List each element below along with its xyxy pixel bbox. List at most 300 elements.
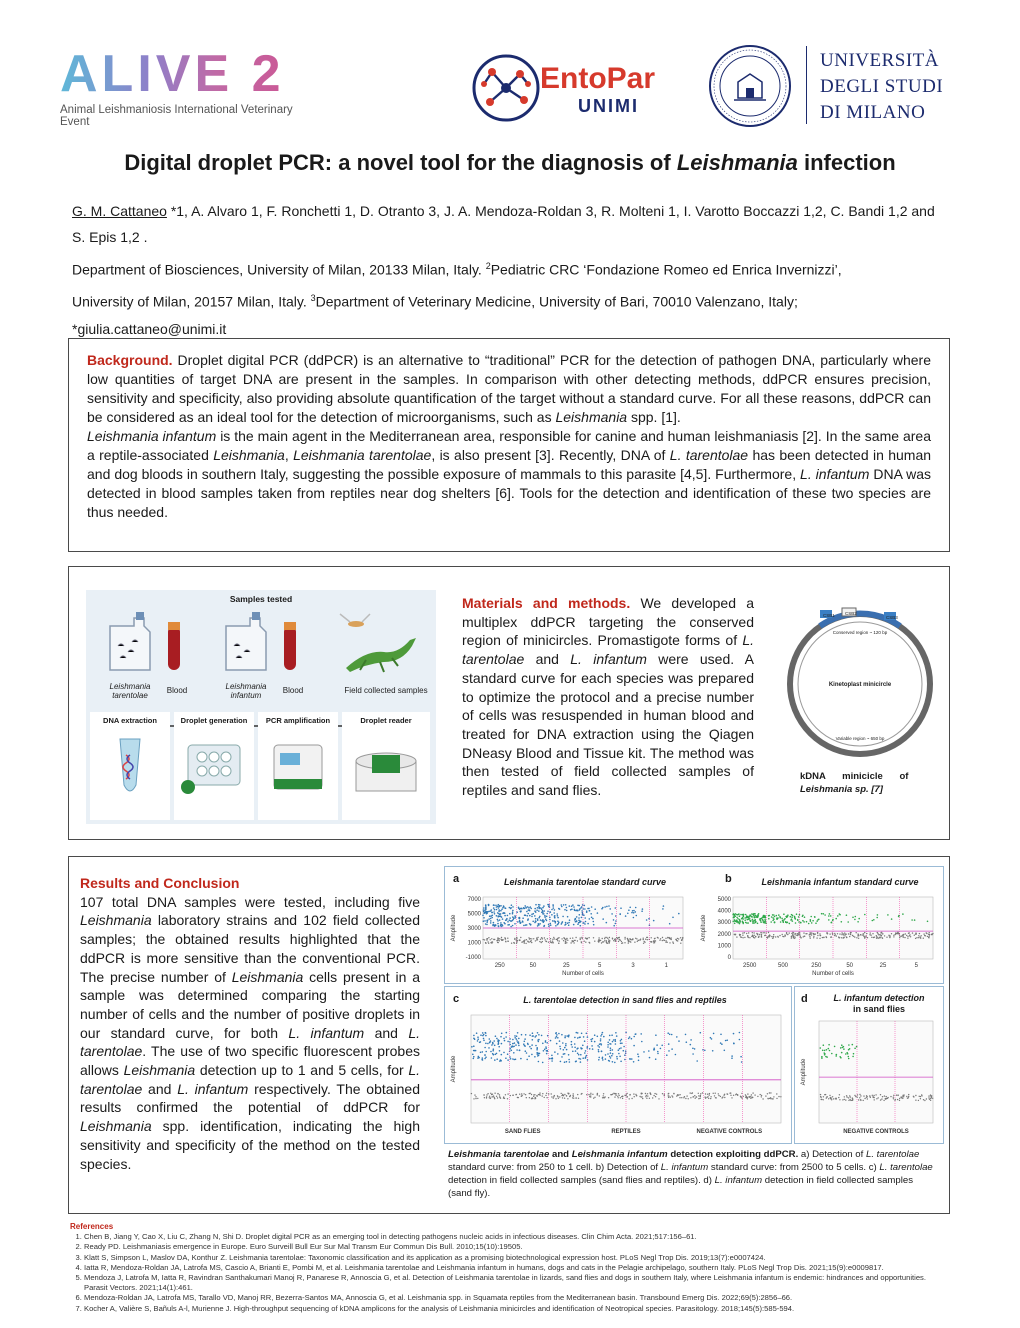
negative-droplet	[632, 939, 633, 940]
positive-droplet	[511, 904, 513, 906]
negative-droplet	[519, 1094, 520, 1095]
positive-droplet	[625, 1052, 627, 1054]
negative-droplet	[726, 1093, 727, 1094]
negative-droplet	[598, 937, 599, 938]
negative-droplet	[677, 938, 678, 939]
positive-droplet	[731, 1057, 733, 1059]
positive-droplet	[485, 1032, 487, 1034]
header-divider	[806, 46, 807, 124]
positive-droplet	[534, 908, 536, 910]
panel-a-title: Leishmania tarentolae standard curve	[503, 877, 667, 887]
negative-droplet	[554, 938, 555, 939]
negative-droplet	[612, 938, 613, 939]
rc-i8: Leishmania	[80, 1118, 152, 1135]
positive-droplet	[608, 905, 610, 907]
negative-droplet	[849, 1095, 850, 1096]
positive-droplet	[613, 919, 615, 921]
positive-droplet	[798, 916, 800, 918]
negative-droplet	[849, 936, 850, 937]
minicircle-caption-2: Leishmania sp. [7]	[800, 784, 883, 795]
negative-droplet	[662, 940, 663, 941]
negative-droplet	[765, 932, 766, 933]
positive-droplet	[848, 1058, 850, 1060]
negative-droplet	[567, 1093, 568, 1094]
positive-droplet	[505, 908, 507, 910]
negative-droplet	[872, 1096, 873, 1097]
positive-droplet	[511, 1045, 513, 1047]
results-figure-d	[794, 986, 944, 1144]
negative-droplet	[631, 939, 632, 940]
negative-droplet	[848, 1097, 849, 1098]
positive-droplet	[568, 1036, 570, 1038]
positive-droplet	[482, 1057, 484, 1059]
negative-droplet	[653, 942, 654, 943]
positive-droplet	[552, 920, 554, 922]
negative-droplet	[573, 1093, 574, 1094]
negative-droplet	[669, 937, 670, 938]
y-tick-label: 1000	[467, 940, 481, 947]
positive-droplet	[864, 914, 866, 916]
x-tick-label: 25	[879, 963, 887, 969]
negative-droplet	[833, 1098, 834, 1099]
negative-droplet	[564, 1094, 565, 1095]
molecule-icon	[470, 50, 542, 126]
positive-droplet	[598, 1057, 600, 1059]
negative-droplet	[489, 1096, 490, 1097]
negative-droplet	[667, 937, 668, 938]
negative-droplet	[780, 1096, 781, 1097]
negative-droplet	[878, 1097, 879, 1098]
positive-droplet	[546, 920, 548, 922]
negative-droplet	[510, 1095, 511, 1096]
cap-r4: detection in field collected samples (sand flies and reptiles). d)	[448, 1175, 715, 1186]
positive-droplet	[551, 909, 553, 911]
negative-droplet	[588, 937, 589, 938]
results-figure-c	[444, 986, 792, 1144]
positive-droplet	[696, 1060, 698, 1062]
positive-droplet	[542, 1062, 544, 1064]
negative-droplet	[505, 938, 506, 939]
negative-droplet	[826, 933, 827, 934]
cap-r3: standard curve: from 2500 to 5 cells. c)	[708, 1162, 880, 1173]
panel-a-label: a	[453, 873, 460, 885]
positive-droplet	[581, 1033, 583, 1035]
negative-droplet	[758, 937, 759, 938]
negative-droplet	[484, 939, 485, 940]
positive-droplet	[547, 911, 549, 913]
positive-droplet	[507, 924, 509, 926]
negative-droplet	[618, 941, 619, 942]
positive-droplet	[513, 1052, 515, 1054]
positive-droplet	[653, 920, 655, 922]
positive-droplet	[546, 913, 548, 915]
negative-droplet	[499, 940, 500, 941]
positive-droplet	[547, 1035, 549, 1037]
negative-droplet	[754, 935, 755, 936]
negative-droplet	[928, 937, 929, 938]
positive-droplet	[495, 905, 497, 907]
positive-droplet	[540, 907, 542, 909]
negative-droplet	[559, 1096, 560, 1097]
negative-droplet	[929, 932, 930, 933]
positive-droplet	[751, 916, 753, 918]
positive-droplet	[690, 1044, 692, 1046]
background-italic-1: Leishmania	[555, 409, 628, 425]
positive-droplet	[473, 1045, 475, 1047]
negative-droplet	[893, 1097, 894, 1098]
positive-droplet	[852, 917, 854, 919]
positive-droplet	[858, 918, 860, 920]
negative-droplet	[504, 1098, 505, 1099]
positive-droplet	[616, 1058, 618, 1060]
minicircle-center-label: Kinetoplast minicircle	[828, 682, 892, 688]
positive-droplet	[483, 909, 485, 911]
cap-b2: and	[549, 1149, 572, 1160]
positive-droplet	[776, 918, 778, 920]
negative-droplet	[890, 935, 891, 936]
positive-droplet	[742, 921, 744, 923]
positive-droplet	[620, 1061, 622, 1063]
positive-droplet	[601, 1034, 603, 1036]
positive-droplet	[656, 1044, 658, 1046]
csb3-label: CSB3	[886, 615, 898, 620]
negative-droplet	[858, 938, 859, 939]
negative-droplet	[756, 933, 757, 934]
negative-droplet	[565, 941, 566, 942]
panel-b-plot	[699, 891, 939, 981]
negative-droplet	[592, 1094, 593, 1095]
positive-droplet	[752, 919, 754, 921]
positive-droplet	[676, 1036, 678, 1038]
positive-droplet	[739, 919, 741, 921]
negative-droplet	[767, 1093, 768, 1094]
positive-droplet	[802, 915, 804, 917]
positive-droplet	[537, 907, 539, 909]
negative-droplet	[923, 933, 924, 934]
positive-droplet	[486, 913, 488, 915]
negative-droplet	[603, 1095, 604, 1096]
positive-droplet	[535, 918, 537, 920]
positive-droplet	[509, 1056, 511, 1058]
positive-droplet	[569, 905, 571, 907]
negative-droplet	[907, 936, 908, 937]
negative-droplet	[621, 943, 622, 944]
positive-droplet	[606, 906, 608, 908]
negative-droplet	[652, 1097, 653, 1098]
positive-droplet	[526, 1052, 528, 1054]
positive-droplet	[842, 1047, 844, 1049]
negative-droplet	[882, 1096, 883, 1097]
negative-droplet	[886, 937, 887, 938]
positive-droplet	[536, 1049, 538, 1051]
positive-droplet	[513, 917, 515, 919]
positive-droplet	[558, 908, 560, 910]
positive-droplet	[514, 1059, 516, 1061]
positive-droplet	[524, 914, 526, 916]
positive-droplet	[573, 906, 575, 908]
positive-droplet	[485, 923, 487, 925]
negative-droplet	[686, 1095, 687, 1096]
negative-droplet	[831, 937, 832, 938]
positive-droplet	[823, 1044, 825, 1046]
negative-droplet	[539, 1094, 540, 1095]
positive-droplet	[613, 1039, 615, 1041]
negative-droplet	[776, 1098, 777, 1099]
positive-droplet	[524, 1045, 526, 1047]
positive-droplet	[669, 1034, 671, 1036]
positive-droplet	[815, 922, 817, 924]
positive-droplet	[554, 915, 556, 917]
group-label: SAND FLIES	[504, 1129, 541, 1135]
positive-droplet	[550, 911, 552, 913]
negative-droplet	[558, 1098, 559, 1099]
positive-droplet	[556, 1036, 558, 1038]
positive-droplet	[770, 921, 772, 923]
positive-droplet	[546, 916, 548, 918]
negative-droplet	[489, 1097, 490, 1098]
negative-droplet	[731, 1097, 732, 1098]
negative-droplet	[768, 932, 769, 933]
positive-droplet	[487, 1043, 489, 1045]
positive-droplet	[600, 1038, 602, 1040]
positive-droplet	[537, 1055, 539, 1057]
positive-droplet	[503, 1052, 505, 1054]
positive-droplet	[483, 907, 485, 909]
negative-droplet	[604, 938, 605, 939]
rc-t7: and	[142, 1080, 178, 1097]
negative-droplet	[879, 937, 880, 938]
positive-droplet	[535, 1045, 537, 1047]
positive-droplet	[564, 909, 566, 911]
positive-droplet	[525, 1050, 527, 1052]
negative-droplet	[537, 937, 538, 938]
positive-droplet	[493, 911, 495, 913]
rc-t3: cells present in a sample was determined comparing the starting number of cells and the number of positive droplets in our standard curve, for both	[80, 968, 420, 1041]
negative-droplet	[907, 938, 908, 939]
positive-droplet	[593, 924, 595, 926]
negative-droplet	[694, 1095, 695, 1096]
positive-droplet	[484, 909, 486, 911]
negative-droplet	[817, 935, 818, 936]
negative-droplet	[765, 1095, 766, 1096]
negative-droplet	[681, 940, 682, 941]
positive-droplet	[509, 1044, 511, 1046]
negative-droplet	[865, 935, 866, 936]
positive-droplet	[737, 914, 739, 916]
negative-droplet	[761, 934, 762, 935]
positive-droplet	[610, 1043, 612, 1045]
negative-droplet	[769, 1092, 770, 1093]
positive-droplet	[818, 919, 820, 921]
positive-droplet	[498, 911, 500, 913]
positive-droplet	[635, 1033, 637, 1035]
positive-droplet	[641, 1041, 643, 1043]
negative-droplet	[662, 1093, 663, 1094]
positive-droplet	[550, 923, 552, 925]
positive-droplet	[549, 917, 551, 919]
positive-droplet	[571, 1044, 573, 1046]
positive-droplet	[704, 1050, 706, 1052]
negative-droplet	[881, 935, 882, 936]
negative-droplet	[743, 1096, 744, 1097]
positive-droplet	[615, 907, 617, 909]
positive-droplet	[678, 913, 680, 915]
positive-droplet	[563, 904, 565, 906]
positive-droplet	[746, 915, 748, 917]
negative-droplet	[525, 943, 526, 944]
negative-droplet	[869, 1095, 870, 1096]
negative-droplet	[584, 941, 585, 942]
positive-droplet	[531, 1044, 533, 1046]
positive-droplet	[624, 1054, 626, 1056]
step-4-label: Droplet reader	[360, 716, 412, 725]
negative-droplet	[718, 1093, 719, 1094]
positive-droplet	[493, 907, 495, 909]
positive-droplet	[510, 1058, 512, 1060]
negative-droplet	[751, 1097, 752, 1098]
references-heading: References	[70, 1222, 114, 1231]
negative-droplet	[536, 937, 537, 938]
negative-droplet	[602, 938, 603, 939]
negative-droplet	[626, 1094, 627, 1095]
positive-droplet	[782, 920, 784, 922]
positive-droplet	[496, 1053, 498, 1055]
positive-droplet	[500, 1036, 502, 1038]
negative-droplet	[619, 1095, 620, 1096]
positive-droplet	[561, 922, 563, 924]
reference-item: 3. Klatt S, Simpson L, Maslov DA, Konthur Z. Leishmania tarentolae: Taxonomic classification and its application as a promising biotechnological expression host. PLoS Negl Trop Dis. 2019;13(7):e0007424.	[84, 1253, 950, 1263]
positive-droplet	[657, 1051, 659, 1053]
positive-droplet	[521, 908, 523, 910]
negative-droplet	[841, 937, 842, 938]
negative-droplet	[680, 943, 681, 944]
positive-droplet	[493, 904, 495, 906]
negative-droplet	[639, 1096, 640, 1097]
positive-droplet	[557, 1037, 559, 1039]
positive-droplet	[774, 921, 776, 923]
positive-droplet	[524, 905, 526, 907]
group-label: NEGATIVE CONTROLS	[843, 1129, 909, 1135]
negative-droplet	[742, 937, 743, 938]
sample-2-blood: Blood	[282, 686, 304, 695]
positive-droplet	[497, 912, 499, 914]
positive-droplet	[579, 914, 581, 916]
negative-droplet	[844, 935, 845, 936]
negative-droplet	[594, 1097, 595, 1098]
negative-droplet	[864, 937, 865, 938]
negative-droplet	[486, 1094, 487, 1095]
negative-droplet	[685, 1098, 686, 1099]
positive-droplet	[836, 1054, 838, 1056]
positive-droplet	[537, 919, 539, 921]
negative-droplet	[524, 942, 525, 943]
positive-droplet	[601, 1051, 603, 1053]
negative-droplet	[664, 940, 665, 941]
negative-droplet	[805, 933, 806, 934]
negative-droplet	[615, 1095, 616, 1096]
positive-droplet	[503, 1038, 505, 1040]
minicircle-caption	[800, 770, 920, 796]
alive-logo-text: ALIVE 2	[60, 48, 320, 100]
negative-droplet	[700, 1093, 701, 1094]
negative-droplet	[838, 1097, 839, 1098]
positive-droplet	[580, 1047, 582, 1049]
positive-droplet	[803, 921, 805, 923]
positive-droplet	[525, 907, 527, 909]
negative-droplet	[748, 932, 749, 933]
negative-droplet	[671, 1095, 672, 1096]
droplet-reader-icon	[342, 725, 430, 805]
negative-droplet	[884, 935, 885, 936]
positive-droplet	[646, 919, 648, 921]
positive-droplet	[527, 906, 529, 908]
positive-droplet	[506, 918, 508, 920]
rc-i6: L. tarentolae	[80, 1062, 420, 1097]
positive-droplet	[490, 920, 492, 922]
y-axis-label: Amplitude	[801, 1058, 807, 1086]
positive-droplet	[577, 1053, 579, 1055]
negative-droplet	[570, 942, 571, 943]
negative-droplet	[745, 1094, 746, 1095]
negative-droplet	[542, 1093, 543, 1094]
positive-droplet	[747, 919, 749, 921]
y-tick-label: -1000	[465, 955, 481, 961]
positive-droplet	[748, 916, 750, 918]
negative-droplet	[791, 936, 792, 937]
negative-droplet	[551, 942, 552, 943]
negative-droplet	[705, 1093, 706, 1094]
positive-droplet	[855, 916, 857, 918]
negative-droplet	[645, 1096, 646, 1097]
negative-droplet	[643, 943, 644, 944]
negative-droplet	[491, 938, 492, 939]
negative-droplet	[752, 932, 753, 933]
positive-droplet	[671, 1034, 673, 1036]
positive-droplet	[690, 1039, 692, 1041]
negative-droplet	[539, 1092, 540, 1093]
positive-droplet	[569, 919, 571, 921]
positive-droplet	[575, 1061, 577, 1063]
positive-droplet	[484, 1047, 486, 1049]
positive-droplet	[783, 922, 785, 924]
negative-droplet	[880, 1099, 881, 1100]
negative-droplet	[545, 1095, 546, 1096]
positive-droplet	[557, 924, 559, 926]
positive-droplet	[575, 921, 577, 923]
positive-droplet	[873, 919, 875, 921]
negative-droplet	[531, 1098, 532, 1099]
bg-i-d: L. tarentolae	[669, 447, 749, 463]
positive-droplet	[845, 1053, 847, 1055]
positive-droplet	[724, 1050, 726, 1052]
negative-droplet	[613, 940, 614, 941]
positive-droplet	[553, 912, 555, 914]
negative-droplet	[636, 1095, 637, 1096]
negative-droplet	[551, 1096, 552, 1097]
positive-droplet	[590, 913, 592, 915]
positive-droplet	[744, 917, 746, 919]
negative-droplet	[559, 940, 560, 941]
positive-droplet	[540, 919, 542, 921]
samples-title: Samples tested	[229, 594, 293, 604]
negative-droplet	[475, 1098, 476, 1099]
positive-droplet	[750, 920, 752, 922]
negative-droplet	[896, 1095, 897, 1096]
positive-droplet	[585, 921, 587, 923]
positive-droplet	[584, 917, 586, 919]
positive-droplet	[629, 907, 631, 909]
negative-droplet	[473, 1098, 474, 1099]
